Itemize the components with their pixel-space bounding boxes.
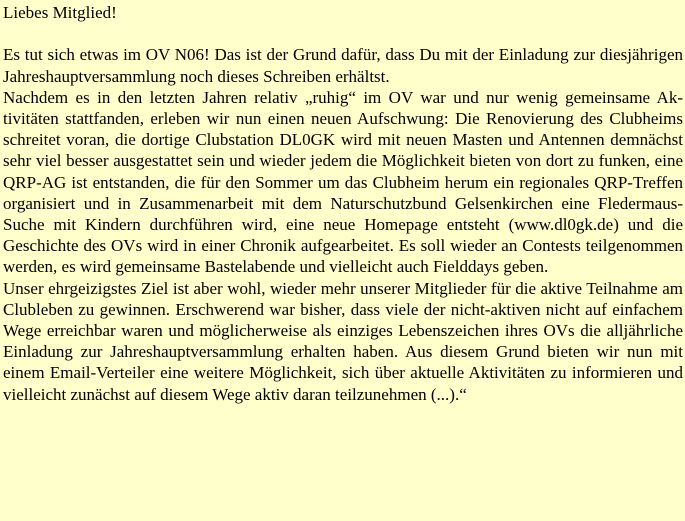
letter-body xyxy=(3,2,683,405)
paragraph-goal: Unser ehrgeizigstes Ziel ist aber wohl, wieder mehr unserer Mitglieder für die aktive Teilnahme am Clubleben zu gewinnen. Erschwerend war bisher, dass viele der nicht-aktiven nicht auf einfachem Wege erreichbar waren und möglicherweise als einziges Lebenszeichen ihres OVs die alljährliche Einladung zur Jahreshauptversammlung erhalten haben. Aus diesem Grund bieten wir nun mit einem Email-Verteiler eine weitere Möglichkeit, sich über aktuelle Aktivitäten zu informieren und vielleicht zunächst auf diesem Wege aktiv daran teilzunehmen (...).“ xyxy=(3,278,683,404)
greeting: Liebes Mitglied! xyxy=(3,3,117,22)
blank-line xyxy=(3,23,683,44)
paragraph-activities: Nachdem es in den letzten Jahren relativ „ruhig“ im OV war und nur wenig gemeinsame Aktivitäten stattfanden, erleben wir nun einen neuen Aufschwung: Die Renovierung des Clubheims schreitet voran, die dortige Clubstation DL0GK wird mit neuen Masten und Antennen demnächst sehr viel besser ausgestattet sein und wieder jedem die Möglichkeit bieten von dort zu funken, eine QRP-AG ist entstanden, die für den Sommer um das Clubheim herum ein regionales QRP-Treffen organisiert und in Zusammenarbeit mit dem Naturschutzbund Gelsenkirchen eine Fledermaus-Suche mit Kindern durchführen wird, eine neue Homepage entsteht (www.dl0gk.de) und die Geschichte des OVs wird in einer Chronik aufgearbeitet. Es soll wieder an Contests teilgenommen werden, es wird gemeinsame Bastelabende und vielleicht auch Fielddays geben. xyxy=(3,87,683,277)
paragraph-intro: Es tut sich etwas im OV N06! Das ist der Grund dafür, dass Du mit der Einladung zur diesjährigen Jahreshauptversammlung noch dieses Schreiben erhältst. xyxy=(3,45,683,86)
